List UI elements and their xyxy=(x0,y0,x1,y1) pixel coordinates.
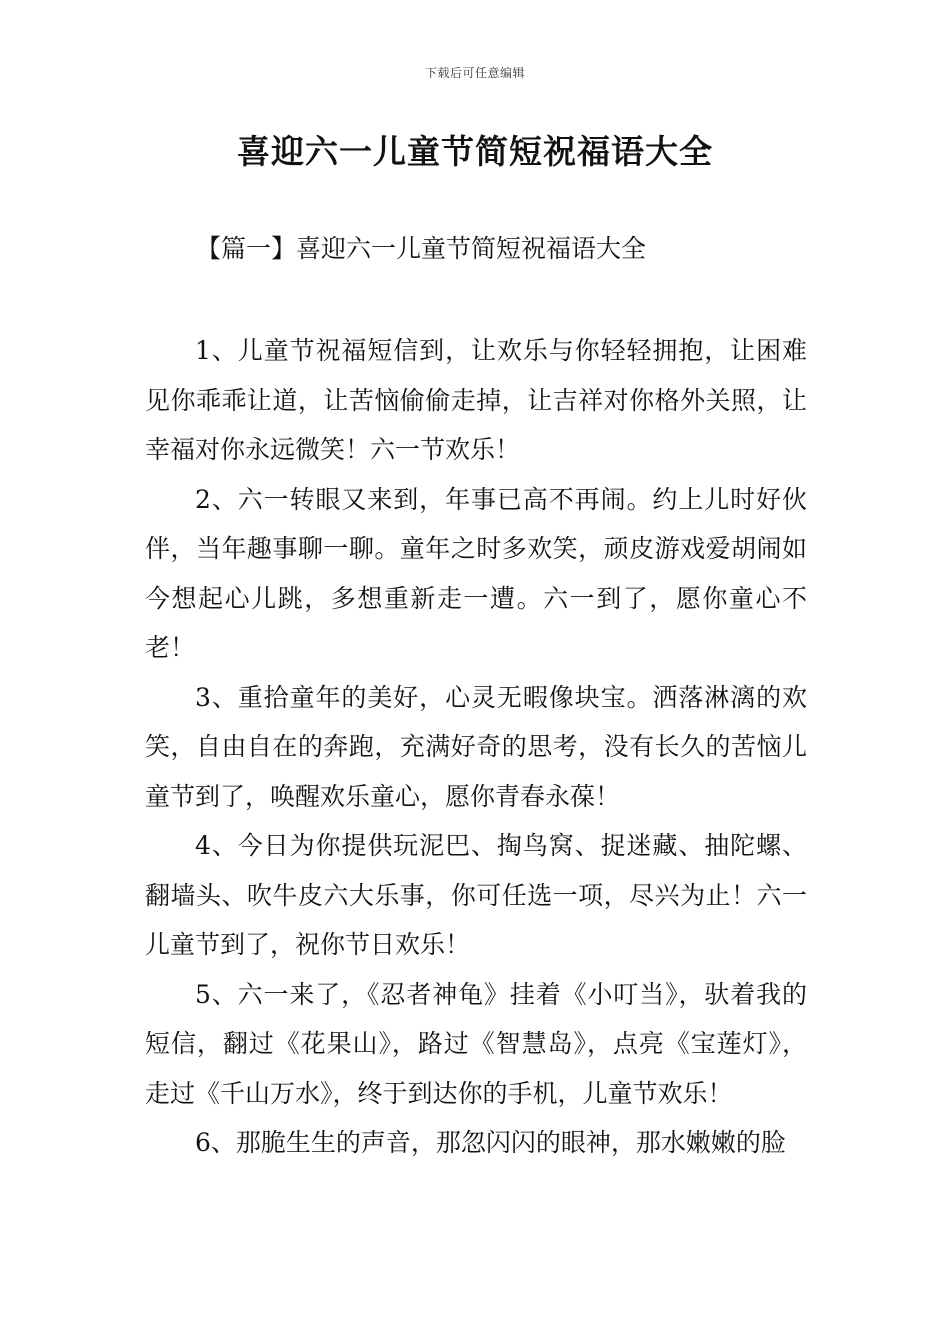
section-heading: 【篇一】喜迎六一儿童节简短祝福语大全 xyxy=(196,234,647,263)
paragraph-4: 4、今日为你提供玩泥巴、掏鸟窝、捉迷藏、抽陀螺、翻墙头、吹牛皮六大乐事，你可任选一项，尽兴为止！六一儿童节到了，祝你节日欢乐！ xyxy=(145,831,807,959)
paragraph-3: 3、重拾童年的美好，心灵无暇像块宝。洒落淋漓的欢笑，自由自在的奔跑，充满好奇的思考，没有长久的苦恼儿童节到了，唤醒欢乐童心，愿你青春永葆！ xyxy=(145,682,807,811)
document-body xyxy=(145,326,807,1168)
paragraph-1: 1、儿童节祝福短信到，让欢乐与你轻轻拥抱，让困难见你乖乖让道，让苦恼偷偷走掉，让吉祥对你格外关照，让幸福对你永远微笑！六一节欢乐！ xyxy=(145,336,807,464)
paragraph-2: 2、六一转眼又来到，年事已高不再闹。约上儿时好伙伴，当年趣事聊一聊。童年之时多欢笑，顽皮游戏爱胡闹如今想起心儿跳，多想重新走一遭。六一到了，愿你童心不老！ xyxy=(145,484,807,662)
document-title: 喜迎六一儿童节简短祝福语大全 xyxy=(237,132,713,171)
paragraph-6: 6、那脆生生的声音，那忽闪闪的眼神，那水嫩嫩的脸 xyxy=(195,1128,786,1157)
header-note: 下载后可任意编辑 xyxy=(424,66,525,80)
paragraph-5: 5、六一来了，《忍者神龟》挂着《小叮当》，驮着我的短信，翻过《花果山》，路过《智慧岛》，点亮《宝莲灯》，走过《千山万水》，终于到达你的手机，儿童节欢乐！ xyxy=(145,979,807,1108)
